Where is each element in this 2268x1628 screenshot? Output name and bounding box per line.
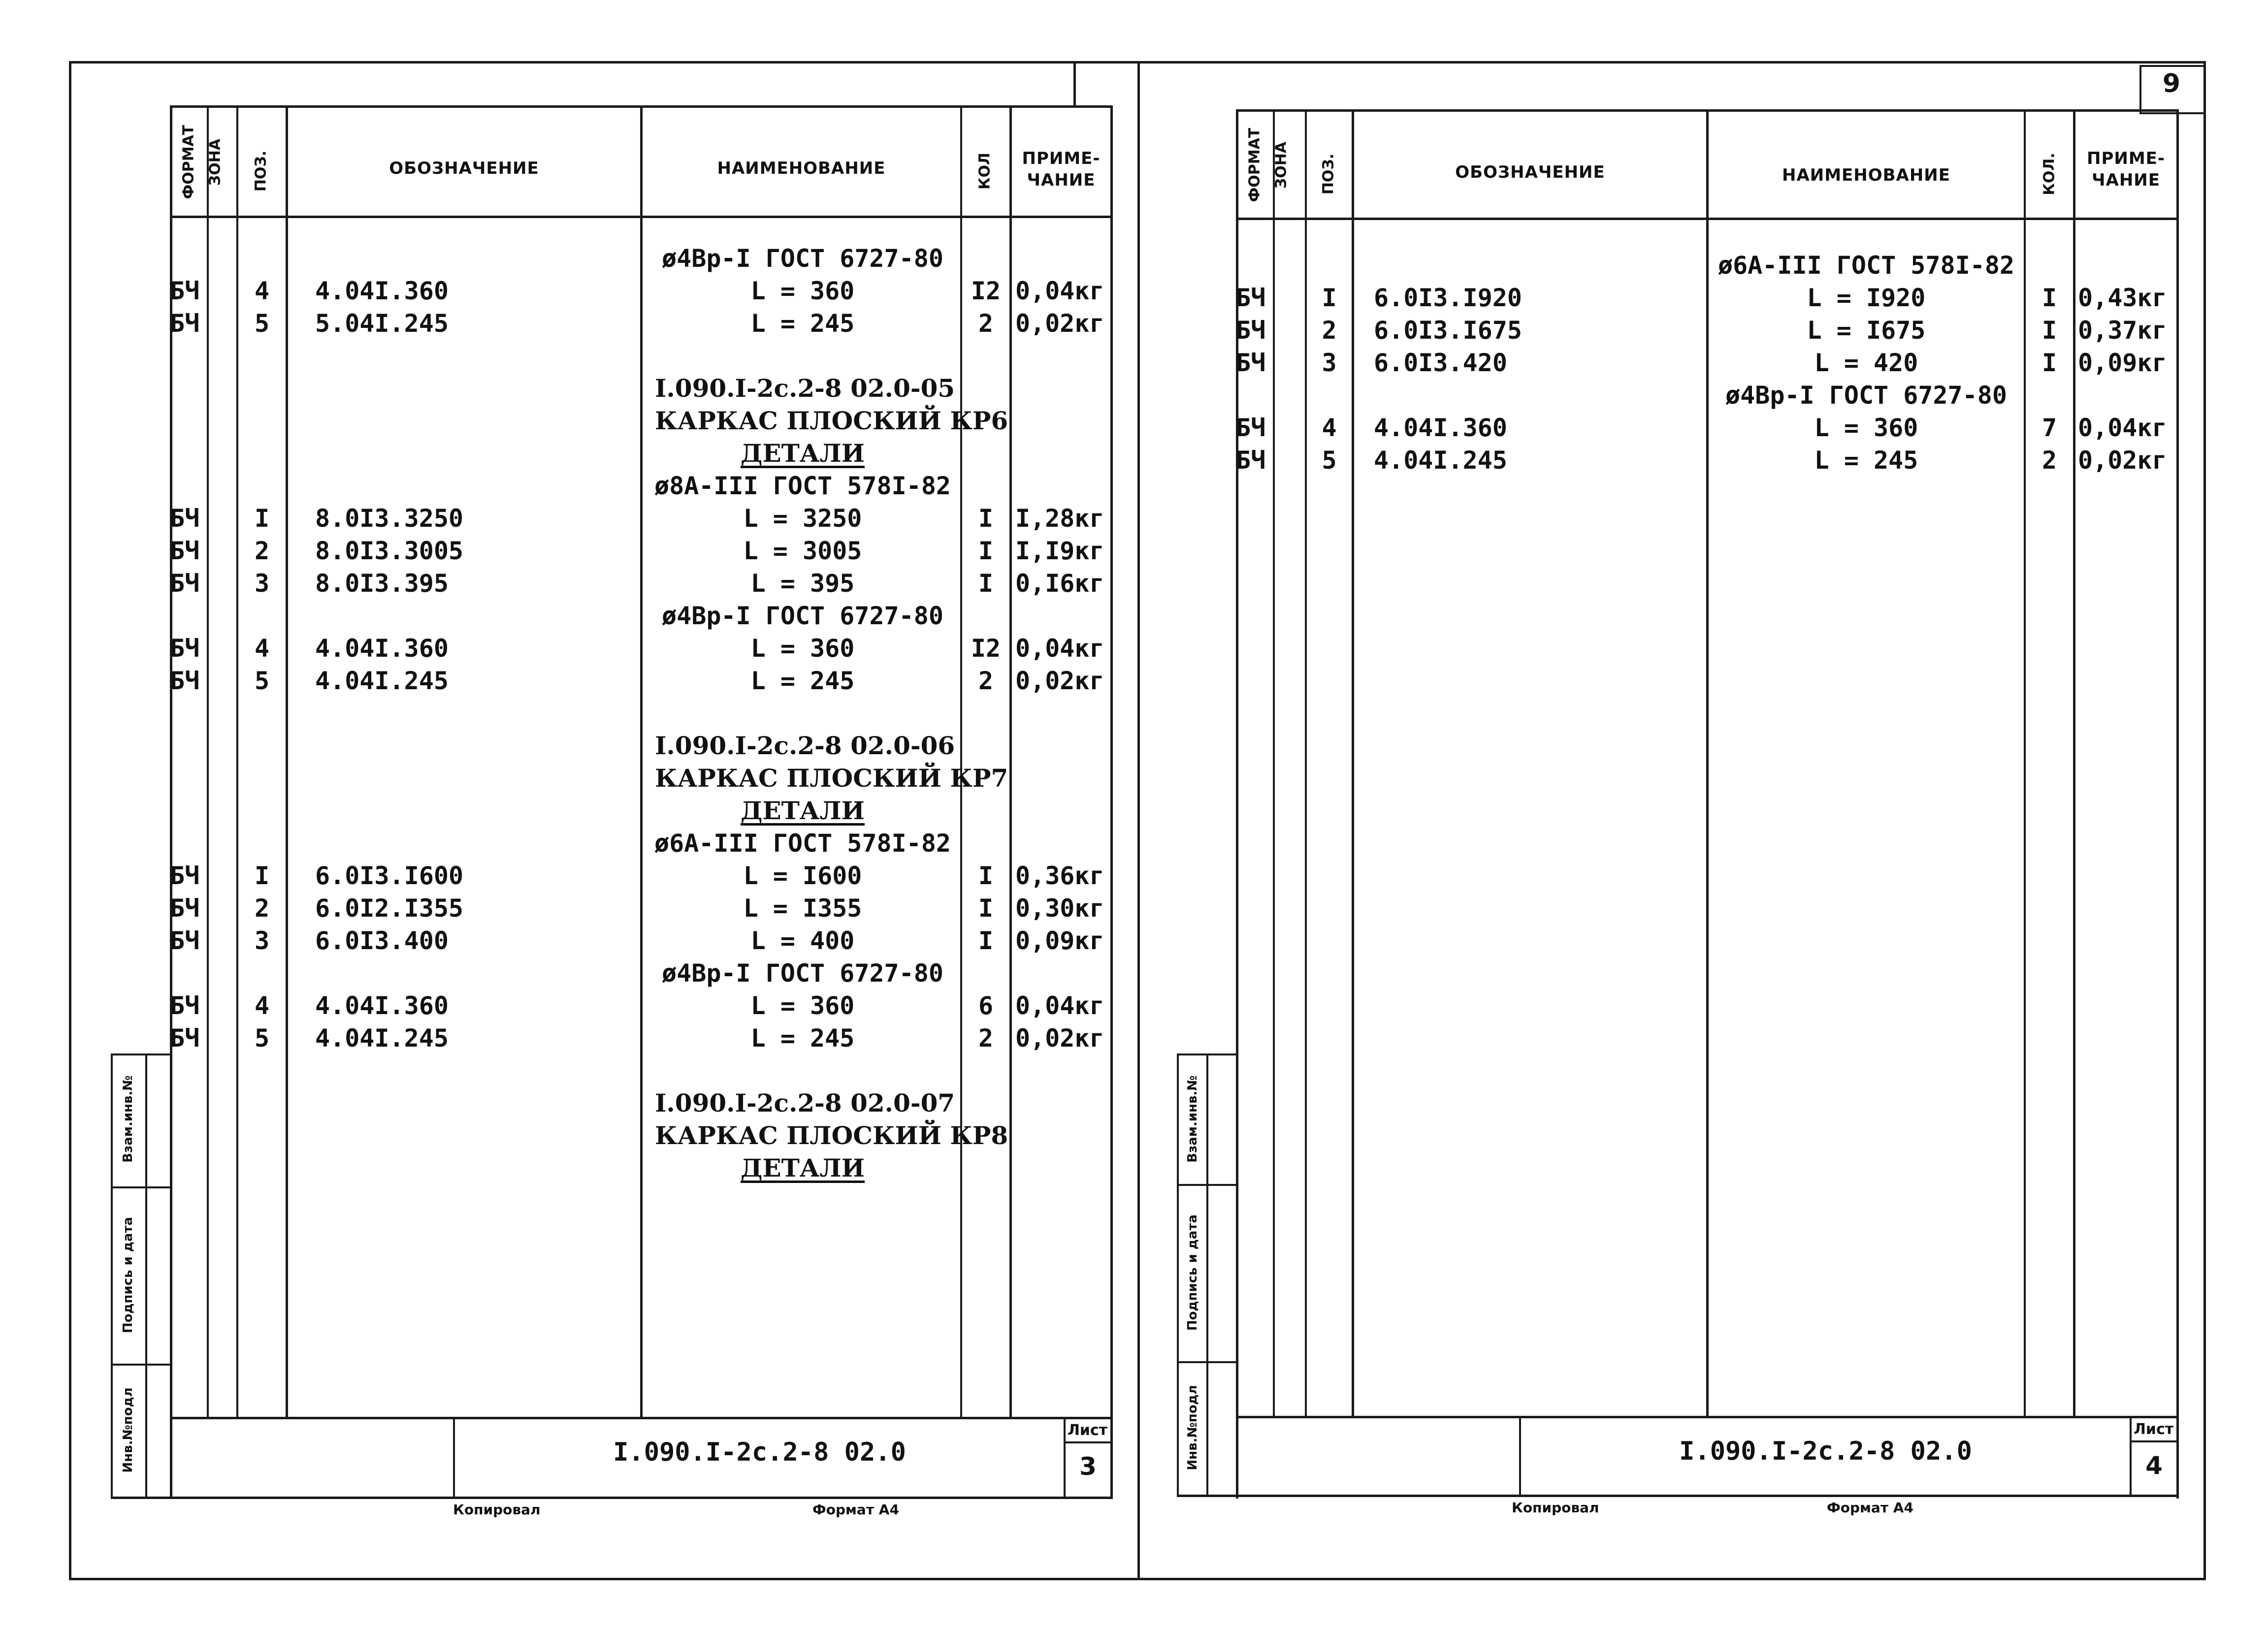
row-position: 2 — [254, 894, 270, 923]
left-col-header-name: НАИМЕНОВАНИЕ — [717, 159, 886, 178]
row-format: БЧ — [1236, 446, 1266, 475]
right-title-bottom — [1177, 1495, 2179, 1497]
left-stamp-inv-vzam: Взам.инв.№ — [121, 1075, 135, 1163]
right-sheet-label: Лист — [2134, 1421, 2174, 1438]
row-quantity: I — [978, 894, 994, 923]
row-position: 5 — [254, 309, 270, 338]
row-name: ø4Вр-I ГОСТ 6727-80 — [662, 959, 943, 988]
row-position: 5 — [254, 1024, 270, 1053]
outer-border-right — [2203, 61, 2206, 1580]
right-col-div-6 — [2073, 109, 2075, 1416]
row-note: 0,09кг — [2078, 349, 2167, 377]
row-position: 5 — [1322, 446, 1337, 475]
row-name: L = 400 — [750, 926, 855, 955]
right-col-header-zone: ЗОНА — [1272, 141, 1290, 189]
row-designation: 6.0I3.I675 — [1374, 316, 1523, 345]
row-format: БЧ — [1236, 349, 1266, 377]
row-position: 2 — [1322, 316, 1337, 345]
row-designation: 5.04I.245 — [315, 309, 449, 338]
row-note: I,28кг — [1015, 504, 1104, 533]
row-name: I.090.I-2с.2-8 02.0-05 — [655, 374, 955, 403]
row-note: 0,36кг — [1015, 862, 1104, 890]
row-quantity: 2 — [978, 667, 994, 695]
left-stamp-left — [111, 1053, 113, 1498]
row-name: L = 420 — [1814, 349, 1918, 377]
row-position: 2 — [254, 537, 270, 565]
left-col-header-designation: ОБОЗНАЧЕНИЕ — [389, 159, 539, 178]
row-quantity: 2 — [978, 1024, 994, 1053]
row-note: 0,I6кг — [1015, 569, 1104, 598]
right-stamp-podpis: Подпись и дата — [1185, 1214, 1200, 1331]
row-quantity: I — [978, 569, 994, 598]
row-name: ø4Вр-I ГОСТ 6727-80 — [1725, 381, 2007, 410]
row-name: L = 360 — [1814, 414, 1918, 442]
row-name: L = 245 — [1814, 446, 1918, 475]
row-designation: 4.04I.245 — [315, 1024, 449, 1053]
row-name: L = 395 — [750, 569, 855, 598]
right-frame-right — [2176, 109, 2179, 1499]
row-note: 0,04кг — [1015, 991, 1104, 1020]
row-name: КАРКАС ПЛОСКИЙ КР8 — [655, 1121, 1008, 1150]
row-quantity: I2 — [971, 277, 1001, 305]
row-designation: 4.04I.360 — [315, 991, 449, 1020]
outer-border-left — [69, 61, 71, 1580]
row-designation: 4.04I.360 — [1374, 414, 1507, 442]
row-quantity: I — [978, 537, 994, 565]
right-col-header-format: ФОРМАТ — [1246, 128, 1264, 202]
row-name: I.090.I-2с.2-8 02.0-06 — [655, 731, 955, 760]
left-stamp-sep1 — [111, 1186, 170, 1188]
row-name: L = 3250 — [743, 504, 862, 533]
row-designation: 4.04I.245 — [1374, 446, 1507, 475]
row-format: БЧ — [170, 537, 200, 565]
row-designation: 8.0I3.3005 — [315, 537, 464, 565]
right-col-div-3 — [1352, 109, 1354, 1416]
left-sheet-number: 3 — [1079, 1452, 1097, 1481]
row-quantity: 2 — [978, 309, 994, 338]
left-stamp-inv-podl: Инв.№подл — [121, 1387, 135, 1473]
left-col-div-6 — [1009, 105, 1012, 1417]
right-title-div — [1519, 1416, 1521, 1495]
row-position: 4 — [254, 991, 270, 1020]
row-format: БЧ — [170, 634, 200, 663]
row-position: I — [254, 504, 270, 533]
right-sheet-number: 4 — [2145, 1451, 2163, 1480]
row-name: L = 245 — [750, 1024, 855, 1053]
left-title-bottom — [111, 1497, 1113, 1499]
row-note: 0,30кг — [1015, 894, 1104, 923]
row-name: КАРКАС ПЛОСКИЙ КР7 — [655, 764, 1008, 793]
row-quantity: I — [978, 926, 994, 955]
left-sheet-box-mid — [1064, 1441, 1110, 1443]
left-col-header-qty: КОЛ — [976, 153, 994, 190]
row-note: 0,02кг — [2078, 446, 2167, 475]
corner-number: 9 — [2162, 69, 2181, 98]
left-col-div-1 — [207, 105, 209, 1417]
row-designation: 4.04I.360 — [315, 634, 449, 663]
left-sheet-label: Лист — [1068, 1422, 1108, 1439]
row-position: 4 — [254, 634, 270, 663]
right-title-block: I.090.I-2с.2-8 02.0 — [1679, 1436, 1972, 1466]
right-col-header-name: НАИМЕНОВАНИЕ — [1782, 165, 1950, 185]
row-format: БЧ — [1236, 414, 1266, 442]
row-format: БЧ — [170, 667, 200, 695]
left-col-header-zone: ЗОНА — [206, 138, 224, 186]
row-name: L = I355 — [743, 894, 862, 923]
row-name: ДЕТАЛИ — [741, 439, 865, 468]
left-col-header-format: ФОРМАТ — [180, 125, 197, 199]
left-footer-copied: Копировал — [453, 1501, 541, 1518]
row-name: I.090.I-2с.2-8 02.0-07 — [655, 1088, 955, 1117]
right-col-header-designation: ОБОЗНАЧЕНИЕ — [1455, 162, 1605, 182]
row-quantity: I — [978, 504, 994, 533]
row-note: 0,02кг — [1015, 1024, 1104, 1053]
row-position: 3 — [254, 569, 270, 598]
row-name: ДЕТАЛИ — [741, 1153, 865, 1182]
row-position: 3 — [1322, 349, 1337, 377]
row-quantity: I — [2041, 284, 2057, 312]
row-name: ø6А-III ГОСТ 578I-82 — [1717, 251, 2015, 280]
row-note: 0,37кг — [2078, 316, 2167, 345]
row-note: 0,02кг — [1015, 309, 1104, 338]
row-name: ø4Вр-I ГОСТ 6727-80 — [662, 244, 943, 273]
row-designation: 6.0I2.I355 — [315, 894, 464, 923]
left-col-header-note: ПРИМЕ- ЧАНИЕ — [1022, 149, 1101, 190]
row-format: БЧ — [1236, 316, 1266, 345]
right-footer-copied: Копировал — [1512, 1500, 1599, 1516]
left-title-block: I.090.I-2с.2-8 02.0 — [613, 1437, 906, 1467]
row-note: 0,04кг — [1015, 634, 1104, 663]
row-quantity: I — [978, 862, 994, 890]
row-format: БЧ — [170, 569, 200, 598]
right-stamp-mid — [1206, 1053, 1208, 1496]
left-col-div-4 — [640, 105, 643, 1417]
row-name: L = 360 — [750, 991, 855, 1020]
row-quantity: 2 — [2041, 446, 2057, 475]
row-designation: 4.04I.360 — [315, 277, 449, 305]
row-name: L = 360 — [750, 634, 855, 663]
right-stamp-left — [1177, 1053, 1179, 1496]
left-stamp-sep2 — [111, 1364, 170, 1366]
row-name: ø6А-III ГОСТ 578I-82 — [654, 829, 951, 858]
row-designation: 6.0I3.420 — [1374, 349, 1507, 377]
row-designation: 8.0I3.3250 — [315, 504, 464, 533]
row-quantity: I2 — [971, 634, 1001, 663]
row-quantity: I — [2041, 316, 2057, 345]
row-format: БЧ — [170, 277, 200, 305]
row-designation: 6.0I3.400 — [315, 926, 449, 955]
left-frame-right — [1110, 105, 1113, 1499]
row-designation: 4.04I.245 — [315, 667, 449, 695]
left-frame-top-right-tab — [1073, 61, 1076, 106]
corner-box-bottom — [2139, 112, 2203, 114]
left-title-div — [453, 1417, 455, 1497]
right-sheet-box-mid — [2130, 1440, 2176, 1442]
right-stamp-inv-vzam: Взам.инв.№ — [1185, 1075, 1200, 1163]
left-col-header-pos: ПОЗ. — [252, 150, 270, 192]
row-note: 0,04кг — [2078, 414, 2167, 442]
right-footer-format: Формат А4 — [1827, 1500, 1913, 1516]
right-stamp-sep1 — [1177, 1184, 1236, 1186]
row-name: КАРКАС ПЛОСКИЙ КР6 — [655, 406, 1008, 435]
row-note: I,I9кг — [1015, 537, 1104, 565]
row-format: БЧ — [170, 894, 200, 923]
left-footer-format: Формат А4 — [812, 1501, 899, 1518]
row-name: L = 3005 — [743, 537, 862, 565]
row-position: 5 — [254, 667, 270, 695]
row-name: ДЕТАЛИ — [741, 796, 865, 825]
page-divider — [1137, 61, 1140, 1580]
row-note: 0,09кг — [1015, 926, 1104, 955]
right-col-div-1 — [1273, 109, 1275, 1416]
row-note: 0,04кг — [1015, 277, 1104, 305]
row-name: L = 360 — [750, 277, 855, 305]
row-format: БЧ — [170, 504, 200, 533]
right-col-header-pos: ПОЗ. — [1320, 153, 1337, 195]
row-name: ø8А-III ГОСТ 578I-82 — [654, 472, 951, 500]
row-position: I — [254, 862, 270, 890]
left-stamp-top — [111, 1053, 170, 1055]
left-stamp-mid — [145, 1053, 147, 1498]
right-col-header-qty: КОЛ. — [2041, 153, 2058, 195]
row-name: L = I920 — [1807, 284, 1926, 312]
row-note: 0,43кг — [2078, 284, 2167, 312]
right-stamp-sep2 — [1177, 1361, 1236, 1363]
row-note: 0,02кг — [1015, 667, 1104, 695]
row-name: L = 245 — [750, 667, 855, 695]
row-quantity: 7 — [2041, 414, 2057, 442]
right-stamp-inv-podl: Инв.№подл — [1185, 1385, 1200, 1470]
left-stamp-podpis: Подпись и дата — [121, 1216, 135, 1334]
row-designation: 6.0I3.I600 — [315, 862, 464, 890]
row-designation: 8.0I3.395 — [315, 569, 449, 598]
row-name: L = I600 — [743, 862, 862, 890]
left-col-div-3 — [286, 105, 288, 1417]
corner-box-top — [2139, 65, 2203, 67]
row-designation: 6.0I3.I920 — [1374, 284, 1523, 312]
right-stamp-top — [1177, 1053, 1236, 1055]
row-name: L = 245 — [750, 309, 855, 338]
row-name: L = I675 — [1807, 316, 1926, 345]
right-title-top — [1236, 1416, 2176, 1418]
row-position: 4 — [254, 277, 270, 305]
left-title-top — [170, 1417, 1110, 1419]
row-position: I — [1322, 284, 1337, 312]
row-format: БЧ — [1236, 284, 1266, 312]
row-format: БЧ — [170, 926, 200, 955]
row-position: 4 — [1322, 414, 1337, 442]
right-col-header-note: ПРИМЕ- ЧАНИЕ — [2087, 149, 2165, 190]
row-format: БЧ — [170, 1024, 200, 1053]
row-format: БЧ — [170, 309, 200, 338]
row-position: 3 — [254, 926, 270, 955]
row-quantity: 6 — [978, 991, 994, 1020]
row-format: БЧ — [170, 991, 200, 1020]
row-quantity: I — [2041, 349, 2057, 377]
row-name: ø4Вр-I ГОСТ 6727-80 — [662, 602, 943, 630]
row-format: БЧ — [170, 862, 200, 890]
